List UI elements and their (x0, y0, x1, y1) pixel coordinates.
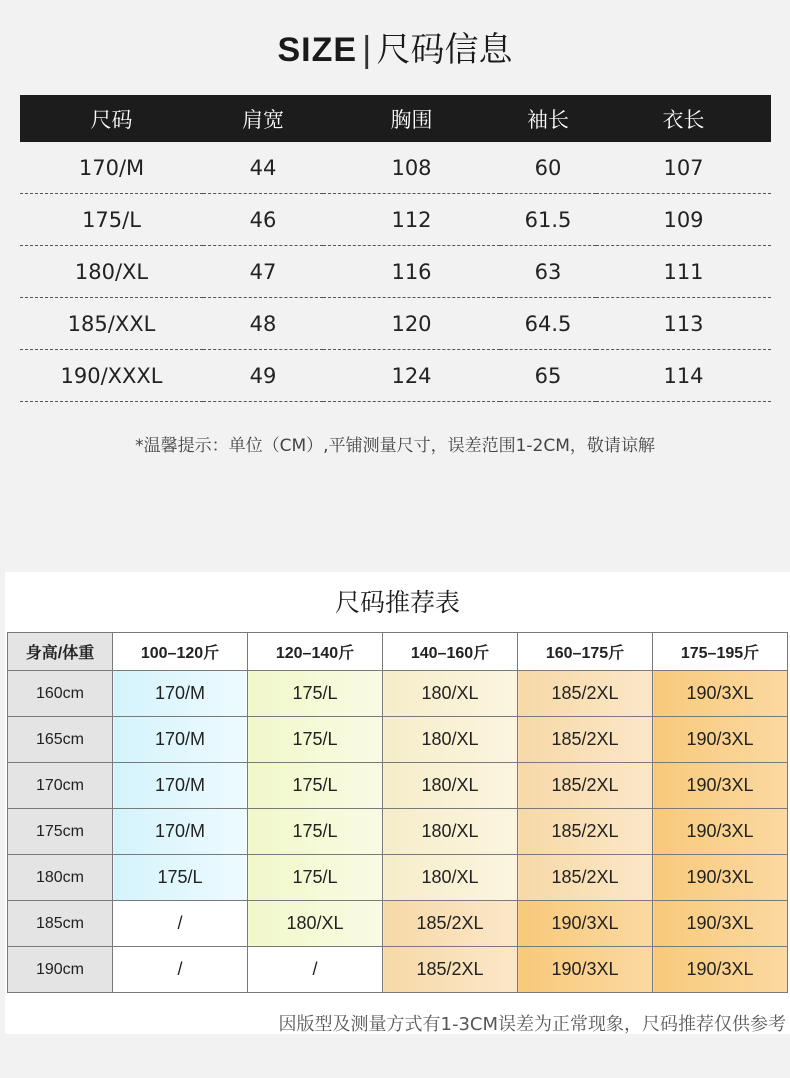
size-cell: 170/M (113, 717, 248, 763)
row-height: 170cm (8, 763, 113, 809)
size-cell: / (248, 947, 383, 993)
row-height: 185cm (8, 901, 113, 947)
header-weight-range: 100–120斤 (113, 633, 248, 671)
cell-sleeve: 65 (500, 350, 596, 402)
table-row (20, 246, 771, 298)
size-cell: 185/2XL (518, 809, 653, 855)
recommendation-title: 尺码推荐表 (334, 588, 460, 617)
recommendation-header-row (8, 633, 788, 671)
size-cell: 180/XL (248, 901, 383, 947)
size-cell: / (113, 901, 248, 947)
cell-size: 175/L (20, 194, 203, 246)
size-cell: 180/XL (383, 763, 518, 809)
cell-size: 170/M (20, 142, 203, 194)
table-row (8, 901, 788, 947)
recommendation-panel (5, 572, 790, 1034)
cell-sleeve: 61.5 (500, 194, 596, 246)
table-row (20, 142, 771, 194)
cell-size: 180/XL (20, 246, 203, 298)
title-cn: 尺码信息 (376, 30, 513, 70)
recommendation-note: 因版型及测量方式有1-3CM误差为正常现象，尺码推荐仅供参考 (278, 1014, 786, 1035)
cell-chest: 108 (323, 142, 500, 194)
cell-sleeve: 63 (500, 246, 596, 298)
cell-length: 107 (596, 142, 771, 194)
header-shoulder: 肩宽 (203, 95, 323, 142)
size-cell: 175/L (248, 855, 383, 901)
cell-length: 111 (596, 246, 771, 298)
size-cell: 170/M (113, 809, 248, 855)
header-length: 衣长 (596, 95, 771, 142)
size-cell: 175/L (248, 671, 383, 717)
size-cell: 190/3XL (653, 809, 788, 855)
cell-shoulder: 46 (203, 194, 323, 246)
cell-length: 114 (596, 350, 771, 402)
header-weight-range: 140–160斤 (383, 633, 518, 671)
size-table-header-row (20, 95, 771, 142)
header-weight-range: 120–140斤 (248, 633, 383, 671)
header-weight-range: 160–175斤 (518, 633, 653, 671)
cell-length: 113 (596, 298, 771, 350)
row-height: 190cm (8, 947, 113, 993)
size-cell: 190/3XL (518, 947, 653, 993)
table-row (8, 855, 788, 901)
size-cell: 190/3XL (653, 901, 788, 947)
header-chest: 胸围 (323, 95, 500, 142)
cell-shoulder: 44 (203, 142, 323, 194)
cell-length: 109 (596, 194, 771, 246)
size-cell: 190/3XL (518, 901, 653, 947)
cell-chest: 116 (323, 246, 500, 298)
title-separator: | (361, 30, 373, 70)
size-cell: 185/2XL (383, 947, 518, 993)
cell-shoulder: 49 (203, 350, 323, 402)
cell-shoulder: 47 (203, 246, 323, 298)
row-height: 160cm (8, 671, 113, 717)
cell-chest: 120 (323, 298, 500, 350)
size-cell: 185/2XL (518, 855, 653, 901)
header-size: 尺码 (20, 95, 203, 142)
table-row (8, 947, 788, 993)
size-cell: 170/M (113, 671, 248, 717)
size-info-table (20, 95, 771, 402)
cell-size: 185/XXL (20, 298, 203, 350)
table-row (20, 350, 771, 402)
size-cell: 190/3XL (653, 671, 788, 717)
size-cell: 175/L (248, 763, 383, 809)
cell-sleeve: 64.5 (500, 298, 596, 350)
size-cell: 170/M (113, 763, 248, 809)
table-row (20, 298, 771, 350)
size-cell: 175/L (248, 809, 383, 855)
size-cell: 185/2XL (518, 671, 653, 717)
size-cell: 185/2XL (383, 901, 518, 947)
title-en: SIZE (277, 31, 358, 69)
size-cell: 185/2XL (518, 717, 653, 763)
table-row (8, 809, 788, 855)
size-cell: 180/XL (383, 717, 518, 763)
size-cell: 180/XL (383, 671, 518, 717)
cell-chest: 112 (323, 194, 500, 246)
size-cell: 190/3XL (653, 855, 788, 901)
size-cell: 180/XL (383, 855, 518, 901)
size-cell: 180/XL (383, 809, 518, 855)
table-row (8, 763, 788, 809)
table-row (8, 671, 788, 717)
size-cell: 190/3XL (653, 763, 788, 809)
cell-sleeve: 60 (500, 142, 596, 194)
table-row (8, 717, 788, 763)
header-weight-range: 175–195斤 (653, 633, 788, 671)
measurement-note: *温馨提示：单位（CM）,平铺测量尺寸，误差范围1-2CM，敬请谅解 (135, 436, 655, 456)
table-row (20, 194, 771, 246)
size-cell: 190/3XL (653, 717, 788, 763)
row-height: 180cm (8, 855, 113, 901)
row-height: 175cm (8, 809, 113, 855)
header-sleeve: 袖长 (500, 95, 596, 142)
recommendation-table (7, 632, 788, 993)
size-cell: 185/2XL (518, 763, 653, 809)
size-cell: 175/L (248, 717, 383, 763)
row-height: 165cm (8, 717, 113, 763)
cell-size: 190/XXXL (20, 350, 203, 402)
size-cell: 175/L (113, 855, 248, 901)
cell-shoulder: 48 (203, 298, 323, 350)
size-cell: 190/3XL (653, 947, 788, 993)
header-height-weight: 身高/体重 (8, 633, 113, 671)
size-cell: / (113, 947, 248, 993)
cell-chest: 124 (323, 350, 500, 402)
size-info-title (0, 28, 790, 72)
